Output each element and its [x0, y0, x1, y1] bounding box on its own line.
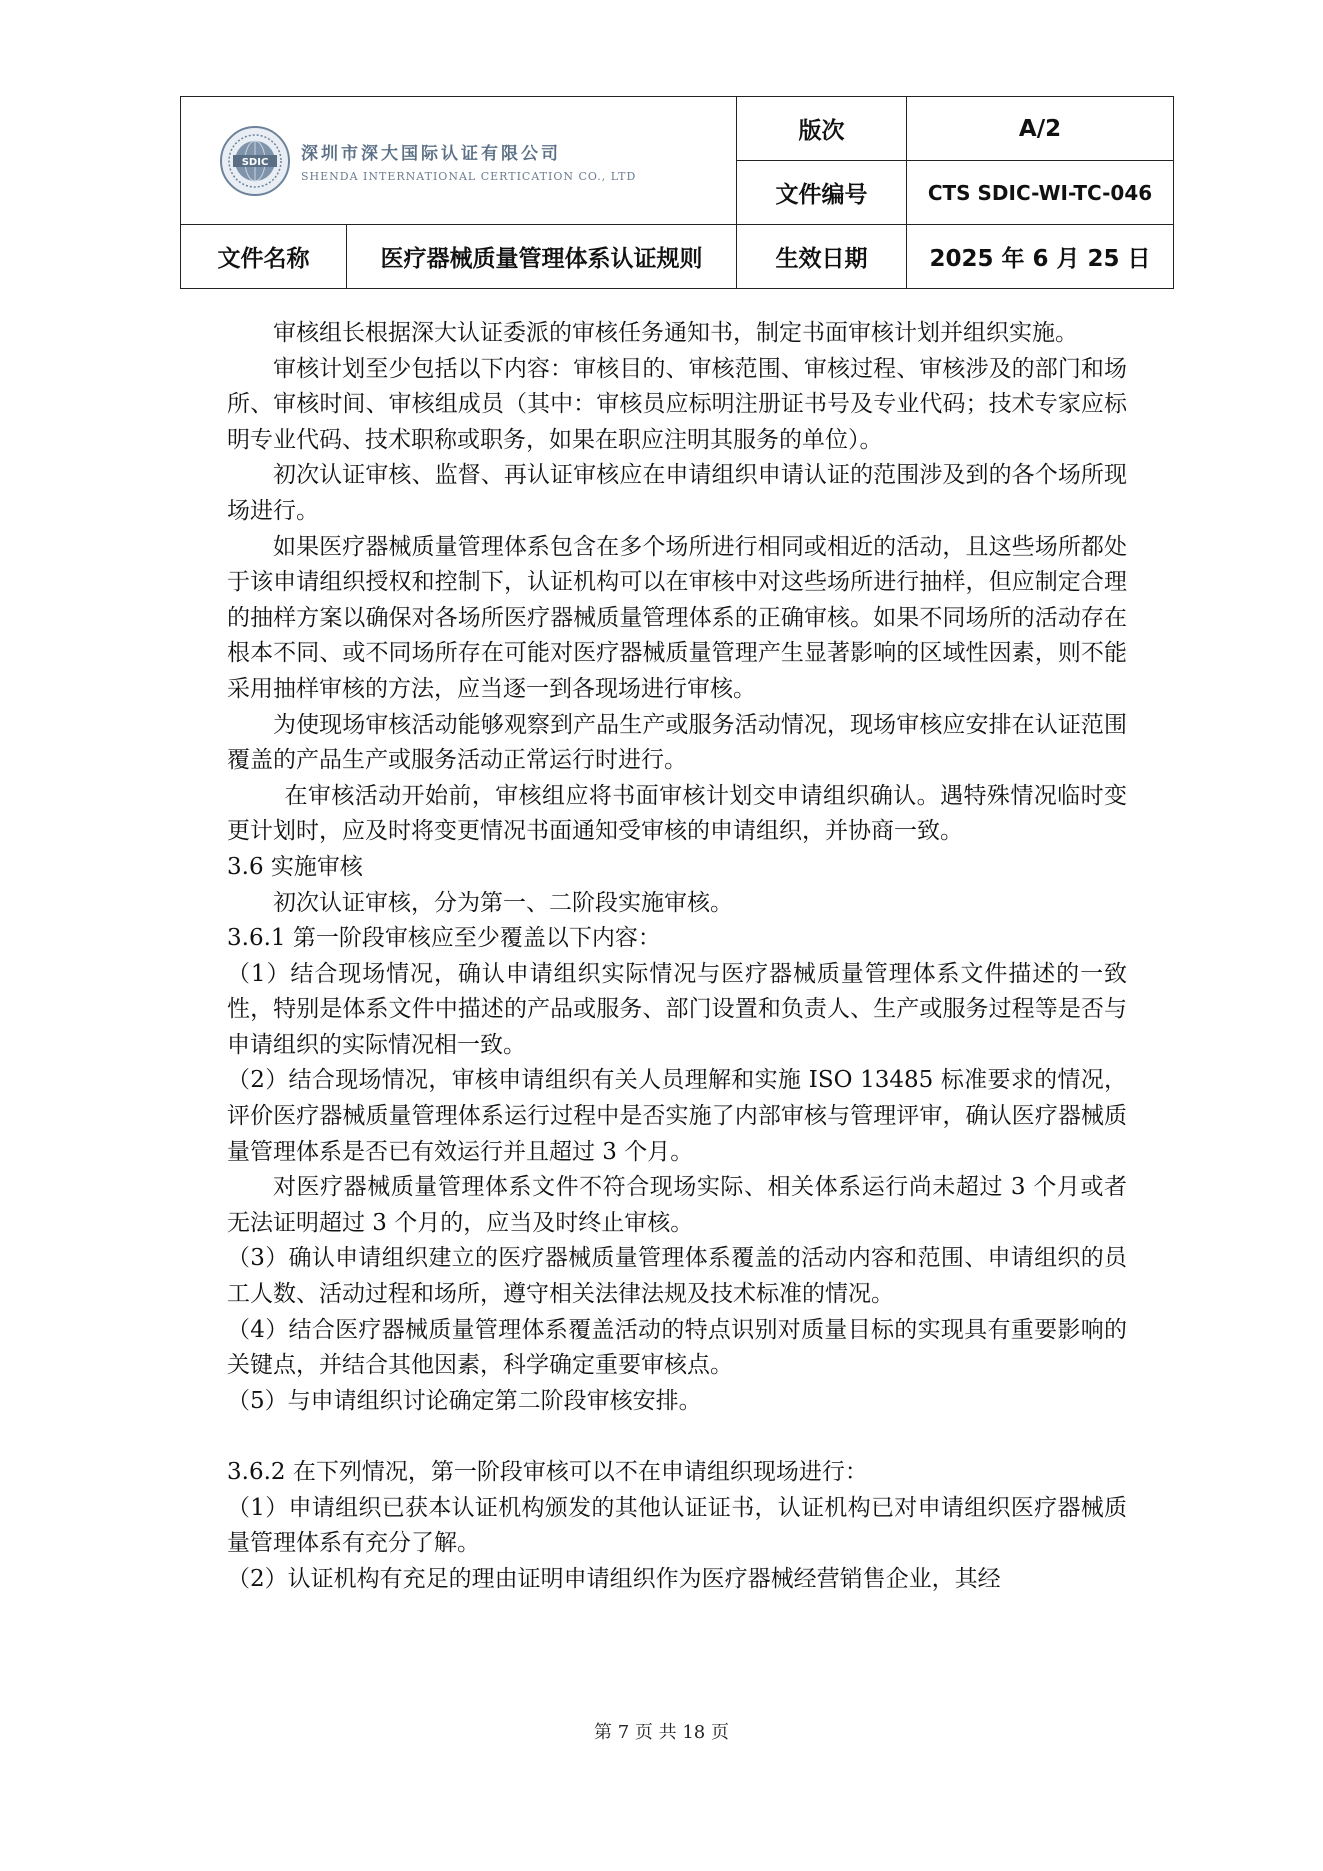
- paragraph: 为使现场审核活动能够观察到产品生产或服务活动情况，现场审核应安排在认证范围覆盖的产品生产或服务活动正常运行时进行。: [227, 711, 1127, 774]
- list-item: （2）结合现场情况，审核申请组织有关人员理解和实施 ISO 13485 标准要求的情况，评价医疗器械质量管理体系运行过程中是否实施了内部审核与管理评审，确认医疗器械质量管理体系是否已有效运行并且超过 3 个月。: [227, 1067, 1127, 1165]
- list-item: （2）认证机构有充足的理由证明申请组织作为医疗器械经营销售企业，其经: [227, 1565, 1001, 1592]
- page-number-footer: 第 7 页 共 18 页: [594, 1722, 729, 1743]
- effective-date-value: 2025 年 6 月 25 日: [907, 225, 1174, 289]
- paragraph: 审核组长根据深大认证委派的审核任务通知书，制定书面审核计划并组织实施。: [273, 320, 1078, 346]
- paragraph: 初次认证审核、监督、再认证审核应在申请组织申请认证的范围涉及到的各个场所现场进行。: [227, 462, 1127, 524]
- list-item: （5）与申请组织讨论确定第二阶段审核安排。: [227, 1387, 702, 1414]
- version-label: 版次: [737, 97, 907, 161]
- list-item: （3）确认申请组织建立的医疗器械质量管理体系覆盖的活动内容和范围、申请组织的员工人数、活动过程和场所，遵守相关法律法规及技术标准的情况。: [227, 1245, 1127, 1308]
- list-item: （1）结合现场情况，确认申请组织实际情况与医疗器械质量管理体系文件描述的一致性，特别是体系文件中描述的产品或服务、部门设置和负责人、生产或服务过程等是否与申请组织的实际情况相一致。: [227, 960, 1127, 1058]
- doc-name-value: 医疗器械质量管理体系认证规则: [347, 225, 737, 289]
- logo-text: SDIC: [241, 156, 269, 168]
- company-name-cn: 深圳市深大国际认证有限公司: [301, 143, 561, 164]
- effective-date-label: 生效日期: [737, 225, 907, 289]
- doc-name-label: 文件名称: [181, 225, 347, 289]
- paragraph: 对医疗器械质量管理体系文件不符合现场实际、相关体系运行尚未超过 3 个月或者无法证明超过 3 个月的，应当及时终止审核。: [227, 1174, 1127, 1236]
- version-value: A/2: [907, 97, 1174, 161]
- document-header-table: [180, 96, 1174, 289]
- company-name-en: SHENDA INTERNATIONAL CERTICATION CO., LTD: [301, 169, 637, 183]
- section-heading-3-6: 3.6 实施审核: [227, 853, 363, 880]
- paragraph: 在审核活动开始前，审核组应将书面审核计划交申请组织确认。遇特殊情况临时变更计划时，应及时将变更情况书面通知受审核的申请组织，并协商一致。: [227, 782, 1127, 845]
- blank-line: [227, 1419, 1127, 1455]
- doc-number-value: CTS SDIC-WI-TC-046: [907, 161, 1174, 225]
- paragraph: 初次认证审核，分为第一、二阶段实施审核。: [273, 889, 733, 916]
- list-item: （1）申请组织已获本认证机构颁发的其他认证证书，认证机构已对申请组织医疗器械质量管理体系有充分了解。: [227, 1494, 1127, 1557]
- list-item: （4）结合医疗器械质量管理体系覆盖活动的特点识别对质量目标的实现具有重要影响的关键点，并结合其他因素，科学确定重要审核点。: [227, 1316, 1127, 1379]
- section-heading-3-6-2: 3.6.2 在下列情况，第一阶段审核可以不在申请组织现场进行：: [227, 1459, 868, 1485]
- paragraph: 审核计划至少包括以下内容：审核目的、审核范围、审核过程、审核涉及的部门和场所、审核时间、审核组成员（其中：审核员应标明注册证书号及专业代码；技术专家应标明专业代码、技术职称或职务，如果在职应注明其服务的单位）。: [227, 355, 1127, 453]
- section-heading-3-6-1: 3.6.1 第一阶段审核应至少覆盖以下内容：: [227, 925, 661, 952]
- paragraph: 如果医疗器械质量管理体系包含在多个场所进行相同或相近的活动，且这些场所都处于该申请组织授权和控制下，认证机构可以在审核中对这些场所进行抽样，但应制定合理的抽样方案以确保对各场所医疗器械质量管理体系的正确审核。如果不同场所的活动存在根本不同、或不同场所存在可能对医疗器械质量管理产生显著影响的区域性因素，则不能采用抽样审核的方法，应当逐一到各现场进行审核。: [227, 533, 1127, 702]
- company-logo-cell: [181, 97, 737, 225]
- document-body: [227, 316, 1127, 1597]
- doc-number-label: 文件编号: [737, 161, 907, 225]
- company-logo-icon: [219, 125, 291, 197]
